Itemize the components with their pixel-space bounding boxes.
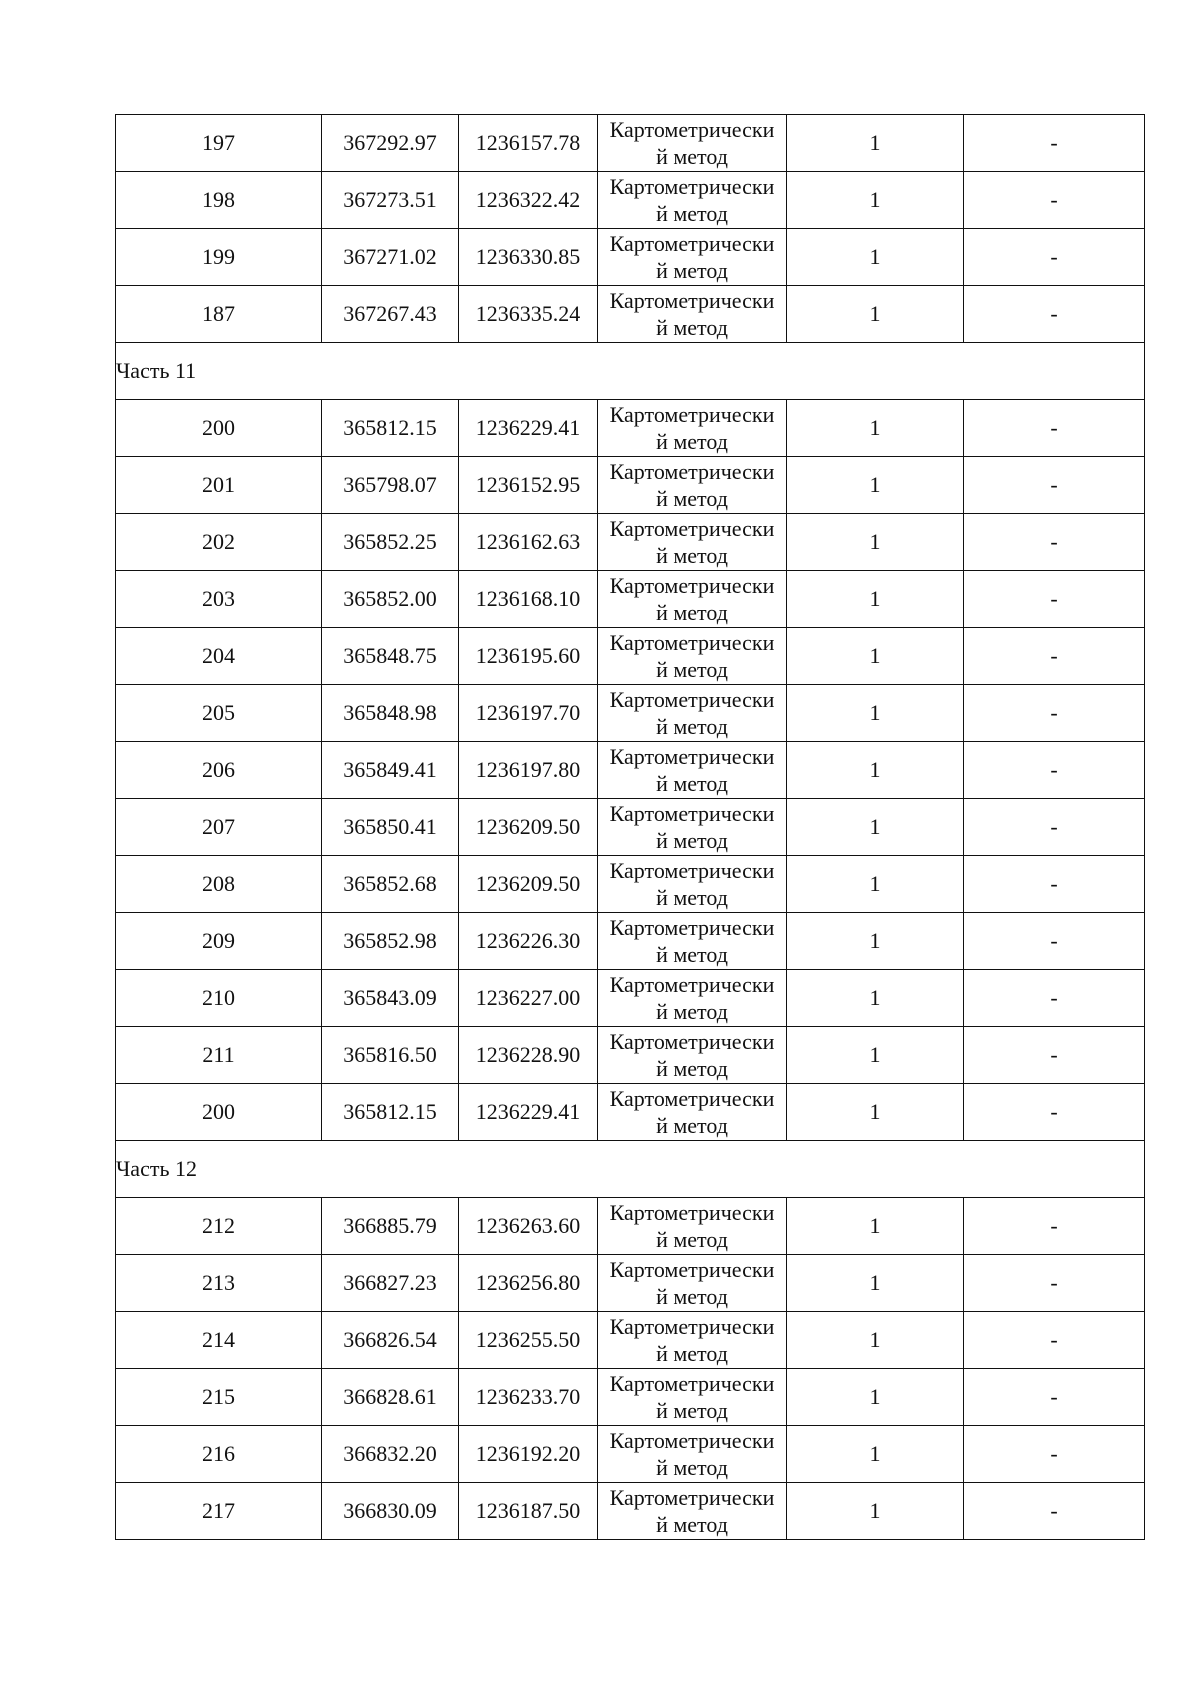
table-row xyxy=(116,628,1145,685)
point-number-cell: 198 xyxy=(116,172,322,229)
section-label: Часть 12 xyxy=(116,1141,1145,1198)
method-cell xyxy=(598,457,787,514)
method-line-2: й метод xyxy=(656,201,728,226)
x-coordinate-cell: 366828.61 xyxy=(322,1369,459,1426)
accuracy-cell: 1 xyxy=(787,628,964,685)
point-number-cell: 202 xyxy=(116,514,322,571)
accuracy-cell: 1 xyxy=(787,1426,964,1483)
y-coordinate-cell: 1236322.42 xyxy=(459,172,598,229)
method-line-2: й метод xyxy=(656,486,728,511)
method-line-2: й метод xyxy=(656,714,728,739)
x-coordinate-cell: 367273.51 xyxy=(322,172,459,229)
method-line-1: Картометрически xyxy=(609,573,775,598)
note-cell: - xyxy=(964,1084,1145,1141)
y-coordinate-cell: 1236192.20 xyxy=(459,1426,598,1483)
y-coordinate-cell: 1236187.50 xyxy=(459,1483,598,1540)
method-line-2: й метод xyxy=(656,771,728,796)
method-cell xyxy=(598,571,787,628)
accuracy-cell: 1 xyxy=(787,571,964,628)
accuracy-cell: 1 xyxy=(787,856,964,913)
x-coordinate-cell: 366832.20 xyxy=(322,1426,459,1483)
method-cell xyxy=(598,115,787,172)
point-number-cell: 207 xyxy=(116,799,322,856)
table-row xyxy=(116,1084,1145,1141)
point-number-cell: 199 xyxy=(116,229,322,286)
point-number-cell: 206 xyxy=(116,742,322,799)
method-cell xyxy=(598,856,787,913)
table-body xyxy=(116,115,1145,1540)
table-row xyxy=(116,1312,1145,1369)
table-row xyxy=(116,1483,1145,1540)
method-cell xyxy=(598,742,787,799)
y-coordinate-cell: 1236228.90 xyxy=(459,1027,598,1084)
note-cell: - xyxy=(964,856,1145,913)
point-number-cell: 187 xyxy=(116,286,322,343)
accuracy-cell: 1 xyxy=(787,514,964,571)
accuracy-cell: 1 xyxy=(787,400,964,457)
table-row xyxy=(116,571,1145,628)
method-cell xyxy=(598,799,787,856)
x-coordinate-cell: 365812.15 xyxy=(322,1084,459,1141)
method-line-1: Картометрически xyxy=(609,858,775,883)
section-row xyxy=(116,343,1145,400)
method-line-2: й метод xyxy=(656,999,728,1024)
note-cell: - xyxy=(964,970,1145,1027)
method-line-2: й метод xyxy=(656,828,728,853)
method-line-1: Картометрически xyxy=(609,288,775,313)
method-cell xyxy=(598,1369,787,1426)
y-coordinate-cell: 1236195.60 xyxy=(459,628,598,685)
table-row xyxy=(116,514,1145,571)
note-cell: - xyxy=(964,229,1145,286)
accuracy-cell: 1 xyxy=(787,115,964,172)
y-coordinate-cell: 1236233.70 xyxy=(459,1369,598,1426)
point-number-cell: 213 xyxy=(116,1255,322,1312)
note-cell: - xyxy=(964,1369,1145,1426)
method-line-1: Картометрически xyxy=(609,174,775,199)
point-number-cell: 197 xyxy=(116,115,322,172)
method-line-2: й метод xyxy=(656,258,728,283)
accuracy-cell: 1 xyxy=(787,970,964,1027)
accuracy-cell: 1 xyxy=(787,913,964,970)
note-cell: - xyxy=(964,1255,1145,1312)
method-line-1: Картометрически xyxy=(609,1200,775,1225)
table-row xyxy=(116,1198,1145,1255)
method-cell xyxy=(598,172,787,229)
note-cell: - xyxy=(964,115,1145,172)
x-coordinate-cell: 367292.97 xyxy=(322,115,459,172)
method-cell xyxy=(598,1312,787,1369)
method-cell xyxy=(598,970,787,1027)
note-cell: - xyxy=(964,1312,1145,1369)
y-coordinate-cell: 1236263.60 xyxy=(459,1198,598,1255)
table-row xyxy=(116,400,1145,457)
note-cell: - xyxy=(964,286,1145,343)
method-cell xyxy=(598,913,787,970)
x-coordinate-cell: 365850.41 xyxy=(322,799,459,856)
table-row xyxy=(116,856,1145,913)
accuracy-cell: 1 xyxy=(787,1312,964,1369)
y-coordinate-cell: 1236209.50 xyxy=(459,799,598,856)
method-line-2: й метод xyxy=(656,1341,728,1366)
point-number-cell: 209 xyxy=(116,913,322,970)
point-number-cell: 210 xyxy=(116,970,322,1027)
table-row xyxy=(116,1027,1145,1084)
method-line-1: Картометрически xyxy=(609,402,775,427)
method-line-2: й метод xyxy=(656,942,728,967)
table-row xyxy=(116,457,1145,514)
note-cell: - xyxy=(964,742,1145,799)
method-line-1: Картометрически xyxy=(609,1257,775,1282)
point-number-cell: 216 xyxy=(116,1426,322,1483)
y-coordinate-cell: 1236197.80 xyxy=(459,742,598,799)
method-line-2: й метод xyxy=(656,1227,728,1252)
x-coordinate-cell: 365852.25 xyxy=(322,514,459,571)
point-number-cell: 200 xyxy=(116,400,322,457)
y-coordinate-cell: 1236197.70 xyxy=(459,685,598,742)
note-cell: - xyxy=(964,1027,1145,1084)
accuracy-cell: 1 xyxy=(787,742,964,799)
note-cell: - xyxy=(964,172,1145,229)
table-row xyxy=(116,1426,1145,1483)
y-coordinate-cell: 1236227.00 xyxy=(459,970,598,1027)
method-line-1: Картометрически xyxy=(609,117,775,142)
table-row xyxy=(116,229,1145,286)
point-number-cell: 215 xyxy=(116,1369,322,1426)
method-cell xyxy=(598,400,787,457)
method-cell xyxy=(598,229,787,286)
method-line-1: Картометрически xyxy=(609,516,775,541)
method-cell xyxy=(598,685,787,742)
method-cell xyxy=(598,628,787,685)
y-coordinate-cell: 1236330.85 xyxy=(459,229,598,286)
method-line-2: й метод xyxy=(656,1056,728,1081)
method-line-1: Картометрически xyxy=(609,630,775,655)
method-line-2: й метод xyxy=(656,144,728,169)
table-row xyxy=(116,1255,1145,1312)
accuracy-cell: 1 xyxy=(787,172,964,229)
method-cell xyxy=(598,1027,787,1084)
accuracy-cell: 1 xyxy=(787,799,964,856)
method-line-2: й метод xyxy=(656,885,728,910)
note-cell: - xyxy=(964,1426,1145,1483)
accuracy-cell: 1 xyxy=(787,1483,964,1540)
table-row xyxy=(116,685,1145,742)
accuracy-cell: 1 xyxy=(787,685,964,742)
method-line-1: Картометрически xyxy=(609,1029,775,1054)
x-coordinate-cell: 365848.75 xyxy=(322,628,459,685)
method-line-2: й метод xyxy=(656,1512,728,1537)
method-cell xyxy=(598,286,787,343)
method-line-1: Картометрически xyxy=(609,744,775,769)
note-cell: - xyxy=(964,628,1145,685)
method-line-2: й метод xyxy=(656,429,728,454)
y-coordinate-cell: 1236209.50 xyxy=(459,856,598,913)
method-cell xyxy=(598,1084,787,1141)
point-number-cell: 208 xyxy=(116,856,322,913)
accuracy-cell: 1 xyxy=(787,1198,964,1255)
accuracy-cell: 1 xyxy=(787,286,964,343)
point-number-cell: 201 xyxy=(116,457,322,514)
x-coordinate-cell: 366826.54 xyxy=(322,1312,459,1369)
x-coordinate-cell: 365798.07 xyxy=(322,457,459,514)
x-coordinate-cell: 365852.00 xyxy=(322,571,459,628)
y-coordinate-cell: 1236229.41 xyxy=(459,1084,598,1141)
method-line-2: й метод xyxy=(656,657,728,682)
section-row xyxy=(116,1141,1145,1198)
x-coordinate-cell: 365852.68 xyxy=(322,856,459,913)
method-line-1: Картометрически xyxy=(609,459,775,484)
method-line-1: Картометрически xyxy=(609,1314,775,1339)
y-coordinate-cell: 1236256.80 xyxy=(459,1255,598,1312)
accuracy-cell: 1 xyxy=(787,1027,964,1084)
table-row xyxy=(116,115,1145,172)
method-line-1: Картометрически xyxy=(609,915,775,940)
method-line-1: Картометрически xyxy=(609,972,775,997)
method-line-1: Картометрически xyxy=(609,1371,775,1396)
y-coordinate-cell: 1236168.10 xyxy=(459,571,598,628)
method-cell xyxy=(598,1483,787,1540)
x-coordinate-cell: 365843.09 xyxy=(322,970,459,1027)
method-line-1: Картометрически xyxy=(609,687,775,712)
table-row xyxy=(116,1369,1145,1426)
method-cell xyxy=(598,1198,787,1255)
x-coordinate-cell: 365849.41 xyxy=(322,742,459,799)
x-coordinate-cell: 365852.98 xyxy=(322,913,459,970)
y-coordinate-cell: 1236226.30 xyxy=(459,913,598,970)
accuracy-cell: 1 xyxy=(787,229,964,286)
method-line-1: Картометрически xyxy=(609,1428,775,1453)
note-cell: - xyxy=(964,457,1145,514)
x-coordinate-cell: 366827.23 xyxy=(322,1255,459,1312)
method-line-1: Картометрически xyxy=(609,231,775,256)
x-coordinate-cell: 365816.50 xyxy=(322,1027,459,1084)
point-number-cell: 217 xyxy=(116,1483,322,1540)
accuracy-cell: 1 xyxy=(787,1255,964,1312)
method-line-1: Картометрически xyxy=(609,1485,775,1510)
y-coordinate-cell: 1236335.24 xyxy=(459,286,598,343)
point-number-cell: 214 xyxy=(116,1312,322,1369)
point-number-cell: 203 xyxy=(116,571,322,628)
accuracy-cell: 1 xyxy=(787,1369,964,1426)
table-row xyxy=(116,913,1145,970)
table-row xyxy=(116,970,1145,1027)
method-cell xyxy=(598,1426,787,1483)
method-line-1: Картометрически xyxy=(609,801,775,826)
coordinates-table xyxy=(115,114,1145,1540)
note-cell: - xyxy=(964,571,1145,628)
point-number-cell: 212 xyxy=(116,1198,322,1255)
x-coordinate-cell: 367267.43 xyxy=(322,286,459,343)
x-coordinate-cell: 367271.02 xyxy=(322,229,459,286)
note-cell: - xyxy=(964,799,1145,856)
point-number-cell: 200 xyxy=(116,1084,322,1141)
accuracy-cell: 1 xyxy=(787,1084,964,1141)
note-cell: - xyxy=(964,1483,1145,1540)
point-number-cell: 211 xyxy=(116,1027,322,1084)
y-coordinate-cell: 1236255.50 xyxy=(459,1312,598,1369)
method-cell xyxy=(598,514,787,571)
method-line-2: й метод xyxy=(656,543,728,568)
point-number-cell: 205 xyxy=(116,685,322,742)
accuracy-cell: 1 xyxy=(787,457,964,514)
method-line-2: й метод xyxy=(656,1455,728,1480)
note-cell: - xyxy=(964,400,1145,457)
note-cell: - xyxy=(964,514,1145,571)
note-cell: - xyxy=(964,913,1145,970)
table-row xyxy=(116,286,1145,343)
note-cell: - xyxy=(964,1198,1145,1255)
method-line-1: Картометрически xyxy=(609,1086,775,1111)
method-line-2: й метод xyxy=(656,315,728,340)
method-cell xyxy=(598,1255,787,1312)
y-coordinate-cell: 1236229.41 xyxy=(459,400,598,457)
table-row xyxy=(116,172,1145,229)
x-coordinate-cell: 366830.09 xyxy=(322,1483,459,1540)
x-coordinate-cell: 366885.79 xyxy=(322,1198,459,1255)
method-line-2: й метод xyxy=(656,1398,728,1423)
method-line-2: й метод xyxy=(656,1284,728,1309)
y-coordinate-cell: 1236162.63 xyxy=(459,514,598,571)
x-coordinate-cell: 365812.15 xyxy=(322,400,459,457)
section-label: Часть 11 xyxy=(116,343,1145,400)
table-row xyxy=(116,742,1145,799)
method-line-2: й метод xyxy=(656,1113,728,1138)
y-coordinate-cell: 1236152.95 xyxy=(459,457,598,514)
table-row xyxy=(116,799,1145,856)
method-line-2: й метод xyxy=(656,600,728,625)
note-cell: - xyxy=(964,685,1145,742)
point-number-cell: 204 xyxy=(116,628,322,685)
x-coordinate-cell: 365848.98 xyxy=(322,685,459,742)
y-coordinate-cell: 1236157.78 xyxy=(459,115,598,172)
